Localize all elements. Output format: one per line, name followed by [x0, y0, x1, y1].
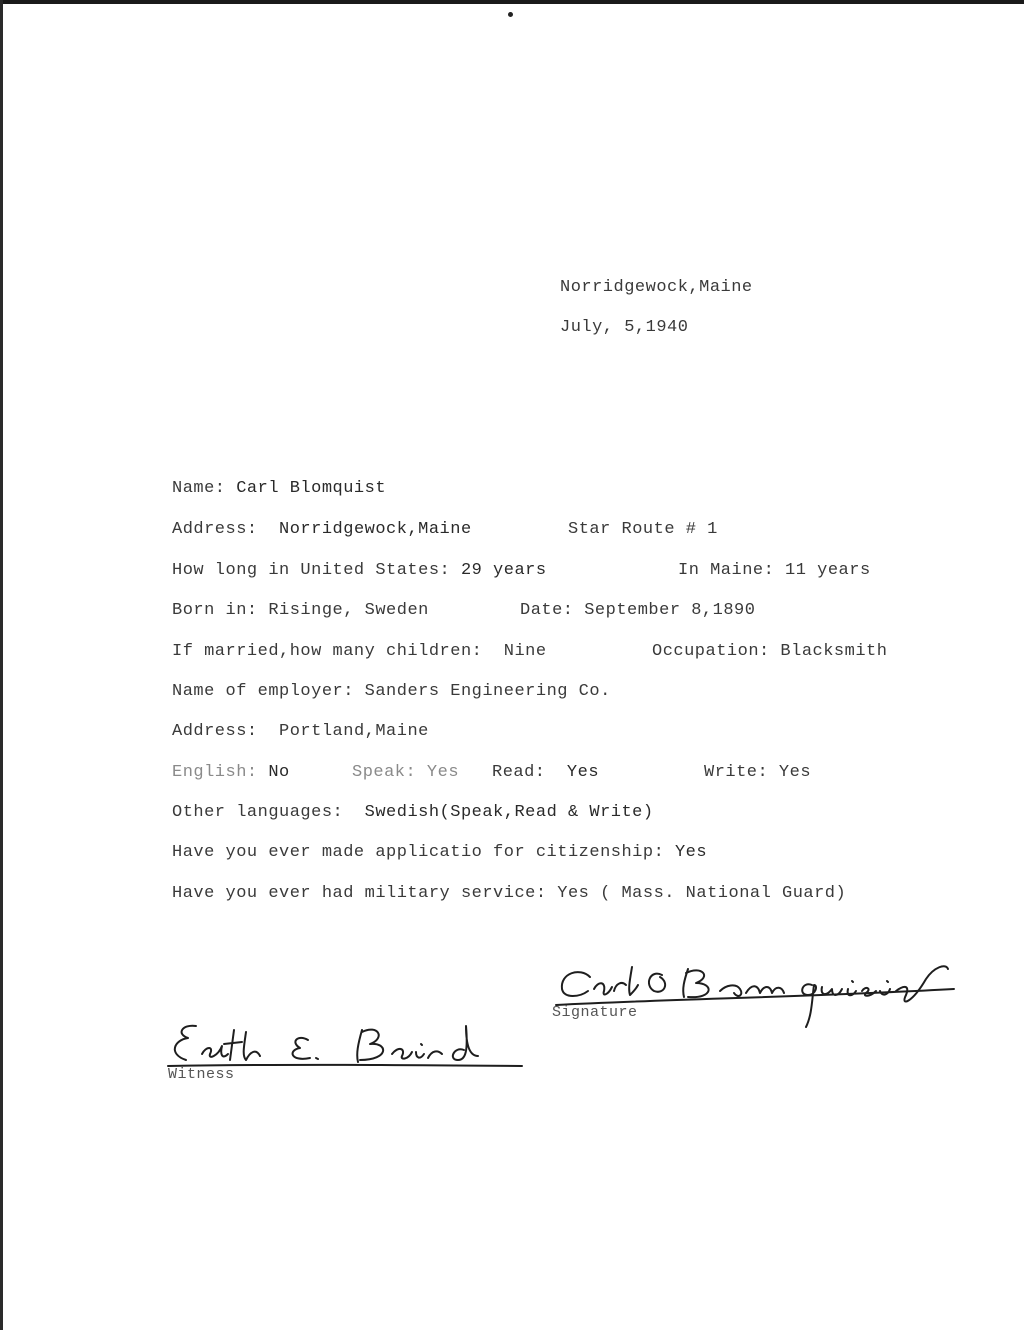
field-value: Sanders Engineering Co.	[364, 682, 611, 701]
field-label: Name of employer:	[172, 682, 354, 701]
field-value: Norridgewock,Maine	[279, 520, 472, 539]
field-employer	[172, 682, 611, 702]
field-star-route	[568, 520, 718, 540]
field-military	[172, 884, 846, 904]
field-label: Read:	[492, 763, 546, 782]
field-years-us	[172, 561, 547, 581]
field-value: Yes ( Mass. National Guard)	[557, 884, 847, 903]
field-value: Nine	[503, 642, 547, 661]
field-address	[172, 520, 472, 540]
field-name	[172, 479, 386, 499]
field-value: 11 years	[785, 561, 871, 580]
field-value: Carl Blomquist	[236, 479, 387, 498]
header-date: July, 5,1940	[560, 318, 689, 337]
field-years-maine	[678, 561, 871, 581]
field-children	[172, 642, 547, 662]
scan-edge-top	[0, 0, 1024, 4]
field-label: Have you ever had military service:	[172, 884, 547, 903]
field-label: Born in:	[172, 601, 258, 620]
witness-signature	[166, 1020, 526, 1070]
field-label: Speak:	[352, 763, 417, 782]
field-label: Date:	[520, 601, 574, 620]
field-english	[172, 763, 290, 783]
field-value: # 1	[685, 520, 718, 539]
field-born	[172, 601, 429, 621]
witness-caption: Witness	[168, 1066, 235, 1083]
field-speak	[352, 763, 459, 783]
field-value: Yes	[566, 763, 600, 782]
field-value: Swedish(Speak,Read & Write)	[364, 803, 654, 822]
field-value: Yes	[778, 763, 812, 782]
field-value: Yes	[674, 843, 708, 862]
field-value: September 8,1890	[584, 601, 756, 620]
field-label: Star Route	[568, 520, 676, 539]
field-label: Name:	[172, 479, 226, 498]
field-occupation	[652, 642, 887, 662]
ink-dot	[508, 12, 513, 17]
field-value: Blacksmith	[780, 642, 888, 661]
header-place: Norridgewock,Maine	[560, 278, 753, 297]
field-label: Address:	[172, 520, 258, 539]
field-label: Write:	[704, 763, 769, 782]
field-value: No	[268, 763, 290, 782]
field-label: Address:	[172, 722, 258, 741]
field-label: English:	[172, 763, 258, 782]
field-value: Risinge, Sweden	[268, 601, 429, 620]
field-value: 29 years	[460, 561, 547, 580]
signature-caption: Signature	[552, 1004, 638, 1021]
field-birth-date	[520, 601, 755, 621]
field-label: Have you ever made applicatio for citizenship:	[172, 843, 665, 862]
field-value: Yes	[426, 763, 460, 782]
field-value: Portland,Maine	[279, 722, 429, 741]
field-citizenship	[172, 843, 707, 863]
scan-edge-left	[0, 0, 3, 1330]
field-label: Occupation:	[652, 642, 770, 661]
field-label: In Maine:	[678, 561, 775, 580]
field-read	[492, 763, 599, 783]
field-label: If married,how many children:	[172, 642, 483, 661]
field-label: Other languages:	[172, 803, 344, 822]
field-label: How long in United States:	[172, 561, 451, 580]
field-write	[704, 763, 811, 783]
field-other-languages	[172, 803, 654, 823]
field-employer-address	[172, 722, 429, 742]
